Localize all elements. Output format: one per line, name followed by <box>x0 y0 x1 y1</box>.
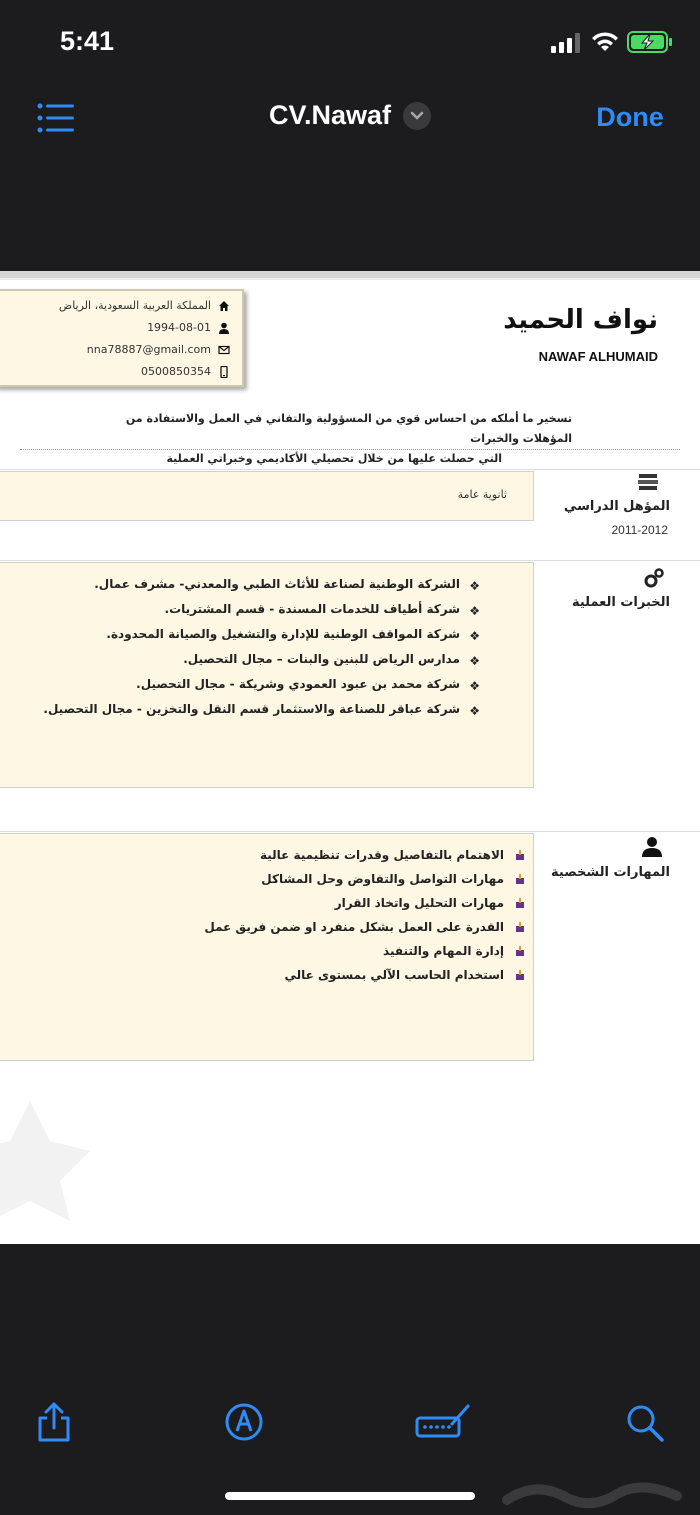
career-objective <box>92 409 572 469</box>
list-item-text: مهارات التحليل واتخاذ القرار <box>334 896 504 910</box>
list-item <box>43 621 480 646</box>
diamond-bullet-icon: ❖ <box>469 653 480 668</box>
status-bar <box>0 0 700 80</box>
document-title-text: CV.Nawaf <box>268 100 392 130</box>
contact-phone-row <box>141 365 230 378</box>
diamond-bullet-icon: ❖ <box>469 703 480 718</box>
list-item-text: الاهتمام بالتفاصيل وقدرات تنظيمية عالية <box>259 848 504 862</box>
education-years: 2011-2012 <box>611 523 668 537</box>
diamond-bullet-icon: ❖ <box>469 603 480 618</box>
contact-box <box>0 289 244 387</box>
hand-bullet-icon <box>514 873 526 885</box>
document-title[interactable] <box>200 100 500 131</box>
name-english: NAWAF ALHUMAID <box>538 349 658 364</box>
markup-icon[interactable] <box>222 1400 266 1444</box>
contact-address-row <box>59 299 230 312</box>
diamond-bullet-icon: ❖ <box>469 628 480 643</box>
list-item-text: القدرة على العمل بشكل منفرد او ضمن فريق عمل <box>204 920 504 934</box>
search-icon[interactable] <box>622 1400 666 1444</box>
mobile-phone-icon <box>218 366 230 378</box>
contact-birthdate: 1994-08-01 <box>147 321 211 334</box>
skills-list <box>204 843 526 987</box>
section-divider <box>0 831 700 832</box>
battery-charging-icon <box>627 31 673 53</box>
hand-bullet-icon <box>514 897 526 909</box>
books-icon <box>636 471 660 493</box>
form-fill-icon[interactable] <box>414 1400 472 1444</box>
list-item <box>204 963 526 987</box>
diamond-bullet-icon: ❖ <box>469 578 480 593</box>
home-icon <box>218 300 230 312</box>
list-item-text: مدارس الرياض للبنين والبنات – مجال التحصيل. <box>183 651 460 666</box>
diamond-bullet-icon: ❖ <box>469 678 480 693</box>
section-divider <box>0 469 700 470</box>
hand-bullet-icon <box>514 945 526 957</box>
education-box <box>0 471 534 521</box>
list-item-text: شركة المواقف الوطنية للإدارة والتشغيل والصيانة المحدودة. <box>106 626 460 641</box>
list-item-text: شركة محمد بن عبود العمودي وشريكة - مجال التحصيل. <box>136 676 460 691</box>
hand-bullet-icon <box>514 921 526 933</box>
divider <box>20 449 680 450</box>
home-indicator[interactable] <box>225 1492 475 1500</box>
list-item <box>43 671 480 696</box>
page-top-edge <box>0 271 700 278</box>
objective-line-1: تسخير ما أملكه من احساس قوي من المسؤولية والتفاني في العمل والاستفادة من المؤهلات والخبرات <box>125 412 572 445</box>
list-item <box>43 646 480 671</box>
gears-icon <box>642 567 666 589</box>
nav-bar <box>0 90 700 150</box>
list-item-text: الشركة الوطنية لصناعة للأثاث الطبي والمعدني- مشرف عمال. <box>94 576 460 591</box>
share-icon[interactable] <box>32 1400 76 1444</box>
list-item <box>204 915 526 939</box>
signal-icon <box>551 33 581 53</box>
list-item-text: إدارة المهام والتنفيذ <box>383 944 504 958</box>
list-item <box>43 696 480 721</box>
done-button[interactable]: Done <box>596 102 664 132</box>
status-time: 5:41 <box>60 26 115 56</box>
experience-list <box>43 571 480 721</box>
list-item <box>43 596 480 621</box>
user-icon <box>640 835 664 857</box>
list-item-text: شركة أطياف للخدمات المسندة - قسم المشتريات. <box>164 601 460 616</box>
list-item-text: استخدام الحاسب الآلي بمستوى عالي <box>284 968 504 982</box>
contact-address: المملكة العربية السعودية، الرياض <box>58 299 211 312</box>
chevron-down-icon[interactable] <box>403 102 431 130</box>
experience-label: الخبرات العملية <box>571 595 670 610</box>
list-icon[interactable] <box>36 102 76 134</box>
hand-bullet-icon <box>514 849 526 861</box>
section-divider <box>0 560 700 561</box>
education-degree: ثانوية عامة <box>457 488 507 501</box>
document-page[interactable] <box>0 271 700 1244</box>
contact-phone: 0500850354 <box>141 365 211 378</box>
hand-bullet-icon <box>514 969 526 981</box>
haraj-watermark-logo <box>497 1470 687 1510</box>
watermark-shape <box>0 1091 100 1231</box>
list-item <box>43 571 480 596</box>
person-icon <box>218 322 230 334</box>
contact-email-row <box>87 343 230 356</box>
envelope-icon <box>218 344 230 356</box>
contact-email: nna78887@gmail.com <box>86 343 211 356</box>
bottom-toolbar <box>0 1390 700 1450</box>
page-top-edge-shadow <box>0 278 700 280</box>
list-item-text: مهارات التواصل والتفاوض وحل المشاكل <box>261 872 504 886</box>
list-item <box>204 843 526 867</box>
contact-birthdate-row <box>147 321 230 334</box>
education-label: المؤهل الدراسي <box>563 499 670 514</box>
wifi-icon <box>590 30 620 52</box>
list-item <box>204 891 526 915</box>
list-item <box>204 939 526 963</box>
list-item-text: شركة عباقر للصناعة والاستثمار قسم النقل والتخزين - مجال التحصيل. <box>43 701 460 716</box>
name-arabic: نواف الحميد <box>503 305 658 335</box>
skills-label: المهارات الشخصية <box>551 865 670 880</box>
list-item <box>204 867 526 891</box>
objective-line-2: التي حصلت عليها من خلال تحصيلي الأكاديمي وخبراتي العملية <box>166 452 502 465</box>
